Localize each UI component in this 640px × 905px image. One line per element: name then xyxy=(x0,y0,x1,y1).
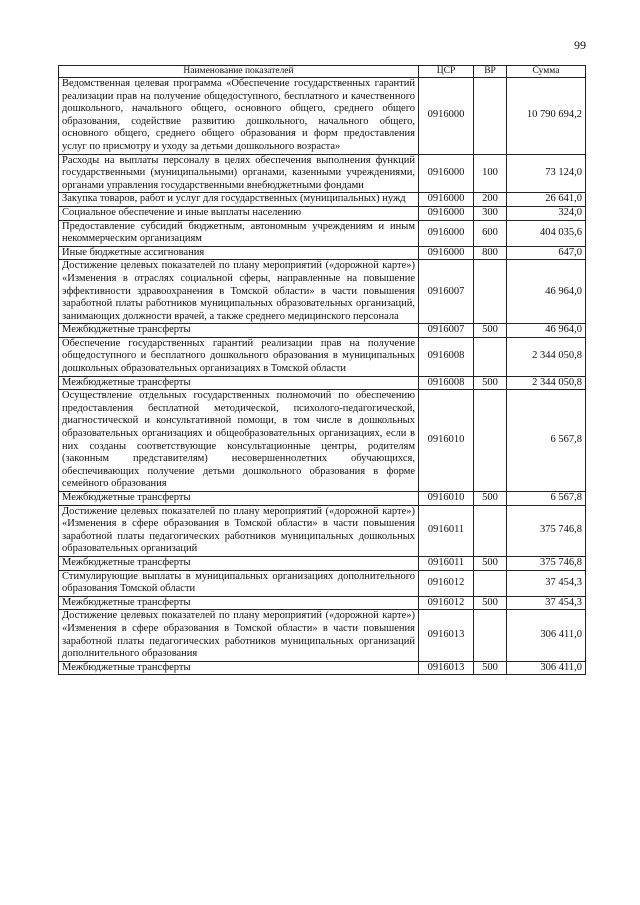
table-body xyxy=(59,78,586,675)
row-vr-cell: 500 xyxy=(474,376,507,390)
row-vr-cell: 500 xyxy=(474,661,507,675)
row-sum-cell: 37 454,3 xyxy=(507,570,586,596)
row-sum-cell: 375 746,8 xyxy=(507,505,586,556)
row-csr-cell: 0916011 xyxy=(419,556,474,570)
row-name-cell: Закупка товаров, работ и услуг для государственных (муниципальных) нужд xyxy=(59,193,419,207)
row-name-cell: Межбюджетные трансферты xyxy=(59,661,419,675)
row-name-cell: Расходы на выплаты персоналу в целях обеспечения выполнения функций государственными (муниципальными) органами, казенными учреждениями, органами управления государственными внебюджетными фондами xyxy=(59,154,419,193)
row-vr-cell xyxy=(474,78,507,155)
row-vr-cell: 500 xyxy=(474,556,507,570)
table-row xyxy=(59,206,586,220)
row-csr-cell: 0916010 xyxy=(419,492,474,506)
row-sum-cell: 37 454,3 xyxy=(507,596,586,610)
header-csr: ЦСР xyxy=(419,66,474,78)
header-name: Наименование показателей xyxy=(59,66,419,78)
row-vr-cell xyxy=(474,390,507,492)
row-name-cell: Стимулирующие выплаты в муниципальных организациях дополнительного образования Томской области xyxy=(59,570,419,596)
row-csr-cell: 0916000 xyxy=(419,220,474,246)
page-number: 99 xyxy=(574,38,586,52)
table-row xyxy=(59,260,586,324)
row-sum-cell: 10 790 694,2 xyxy=(507,78,586,155)
row-name-cell: Достижение целевых показателей по плану мероприятий («дорожной карте») «Изменения в отраслях социальной сферы, направленные на повышение эффективности здравоохранения в Томской области» в части повышения заработной платы работников муниципальных образовательных организаций, занимающих должности врачей, а также среднего медицинского персонала xyxy=(59,260,419,324)
row-name-cell: Ведомственная целевая программа «Обеспечение государственных гарантий реализации прав на получение общедоступного, бесплатного и качественного дошкольного, начального общего, основного общего, среднего общего образования, содействие развитию дошкольного, начального общего, основного общего, среднего общего образования и форм предоставления услуг по присмотру и уходу за детьми дошкольного возраста» xyxy=(59,78,419,155)
table-row xyxy=(59,324,586,338)
table-row xyxy=(59,337,586,376)
table-header-row xyxy=(59,66,586,78)
row-csr-cell: 0916011 xyxy=(419,505,474,556)
row-vr-cell: 600 xyxy=(474,220,507,246)
row-sum-cell: 404 035,6 xyxy=(507,220,586,246)
row-vr-cell: 500 xyxy=(474,596,507,610)
table-row xyxy=(59,610,586,661)
row-csr-cell: 0916007 xyxy=(419,260,474,324)
row-sum-cell: 324,0 xyxy=(507,206,586,220)
row-sum-cell: 6 567,8 xyxy=(507,492,586,506)
row-csr-cell: 0916008 xyxy=(419,337,474,376)
row-csr-cell: 0916000 xyxy=(419,193,474,207)
row-name-cell: Межбюджетные трансферты xyxy=(59,376,419,390)
table-row xyxy=(59,246,586,260)
row-name-cell: Обеспечение государственных гарантий реализации прав на получение общедоступного и бесплатного дошкольного образования в муниципальных дошкольных образовательных организациях в Томской области xyxy=(59,337,419,376)
row-sum-cell: 26 641,0 xyxy=(507,193,586,207)
row-csr-cell: 0916010 xyxy=(419,390,474,492)
table-row xyxy=(59,556,586,570)
table-row xyxy=(59,220,586,246)
row-vr-cell: 100 xyxy=(474,154,507,193)
row-vr-cell: 800 xyxy=(474,246,507,260)
budget-table xyxy=(58,65,586,675)
row-sum-cell: 46 964,0 xyxy=(507,324,586,338)
header-sum: Сумма xyxy=(507,66,586,78)
row-vr-cell xyxy=(474,570,507,596)
row-vr-cell: 500 xyxy=(474,492,507,506)
table-row xyxy=(59,193,586,207)
row-sum-cell: 6 567,8 xyxy=(507,390,586,492)
row-name-cell: Межбюджетные трансферты xyxy=(59,556,419,570)
table-row xyxy=(59,596,586,610)
row-csr-cell: 0916013 xyxy=(419,610,474,661)
table-row xyxy=(59,390,586,492)
row-csr-cell: 0916000 xyxy=(419,78,474,155)
row-name-cell: Иные бюджетные ассигнования xyxy=(59,246,419,260)
row-name-cell: Предоставление субсидий бюджетным, автономным учреждениям и иным некоммерческим организациям xyxy=(59,220,419,246)
row-csr-cell: 0916008 xyxy=(419,376,474,390)
header-vr: ВР xyxy=(474,66,507,78)
table-row xyxy=(59,492,586,506)
row-name-cell: Осуществление отдельных государственных полномочий по обеспечению предоставления бесплатной методической, психолого-педагогической, диагностической и консультативной помощи, в том числе в дошкольных образовательных организациях и общеобразовательных организациях, если в них созданы соответствующие консультационные центры, родителям (законным представителям) несовершеннолетних обучающихся, обеспечивающих получение детьми дошкольного образования в форме семейного образования xyxy=(59,390,419,492)
row-vr-cell: 500 xyxy=(474,324,507,338)
row-sum-cell: 306 411,0 xyxy=(507,661,586,675)
row-csr-cell: 0916013 xyxy=(419,661,474,675)
row-sum-cell: 306 411,0 xyxy=(507,610,586,661)
row-sum-cell: 2 344 050,8 xyxy=(507,337,586,376)
row-csr-cell: 0916000 xyxy=(419,154,474,193)
row-name-cell: Межбюджетные трансферты xyxy=(59,596,419,610)
row-vr-cell xyxy=(474,260,507,324)
row-vr-cell: 300 xyxy=(474,206,507,220)
row-csr-cell: 0916007 xyxy=(419,324,474,338)
row-name-cell: Межбюджетные трансферты xyxy=(59,492,419,506)
row-csr-cell: 0916000 xyxy=(419,246,474,260)
row-sum-cell: 647,0 xyxy=(507,246,586,260)
table-row xyxy=(59,505,586,556)
row-vr-cell xyxy=(474,505,507,556)
row-name-cell: Межбюджетные трансферты xyxy=(59,324,419,338)
row-vr-cell xyxy=(474,610,507,661)
row-name-cell: Достижение целевых показателей по плану мероприятий («дорожной карте») «Изменения в сфере образования в Томской области» в части повышения заработной платы педагогических работников муниципальных дошкольных образовательных организаций xyxy=(59,505,419,556)
table-row xyxy=(59,570,586,596)
table-row xyxy=(59,661,586,675)
row-sum-cell: 73 124,0 xyxy=(507,154,586,193)
row-csr-cell: 0916012 xyxy=(419,596,474,610)
table-row xyxy=(59,154,586,193)
row-name-cell: Социальное обеспечение и иные выплаты населению xyxy=(59,206,419,220)
row-sum-cell: 2 344 050,8 xyxy=(507,376,586,390)
row-sum-cell: 375 746,8 xyxy=(507,556,586,570)
table-row xyxy=(59,78,586,155)
row-csr-cell: 0916012 xyxy=(419,570,474,596)
row-name-cell: Достижение целевых показателей по плану мероприятий («дорожной карте») «Изменения в сфере образования в Томской области» в части повышения заработной платы педагогических работников муниципальных организаций дополнительного образования xyxy=(59,610,419,661)
row-vr-cell: 200 xyxy=(474,193,507,207)
table-row xyxy=(59,376,586,390)
row-sum-cell: 46 964,0 xyxy=(507,260,586,324)
row-csr-cell: 0916000 xyxy=(419,206,474,220)
row-vr-cell xyxy=(474,337,507,376)
